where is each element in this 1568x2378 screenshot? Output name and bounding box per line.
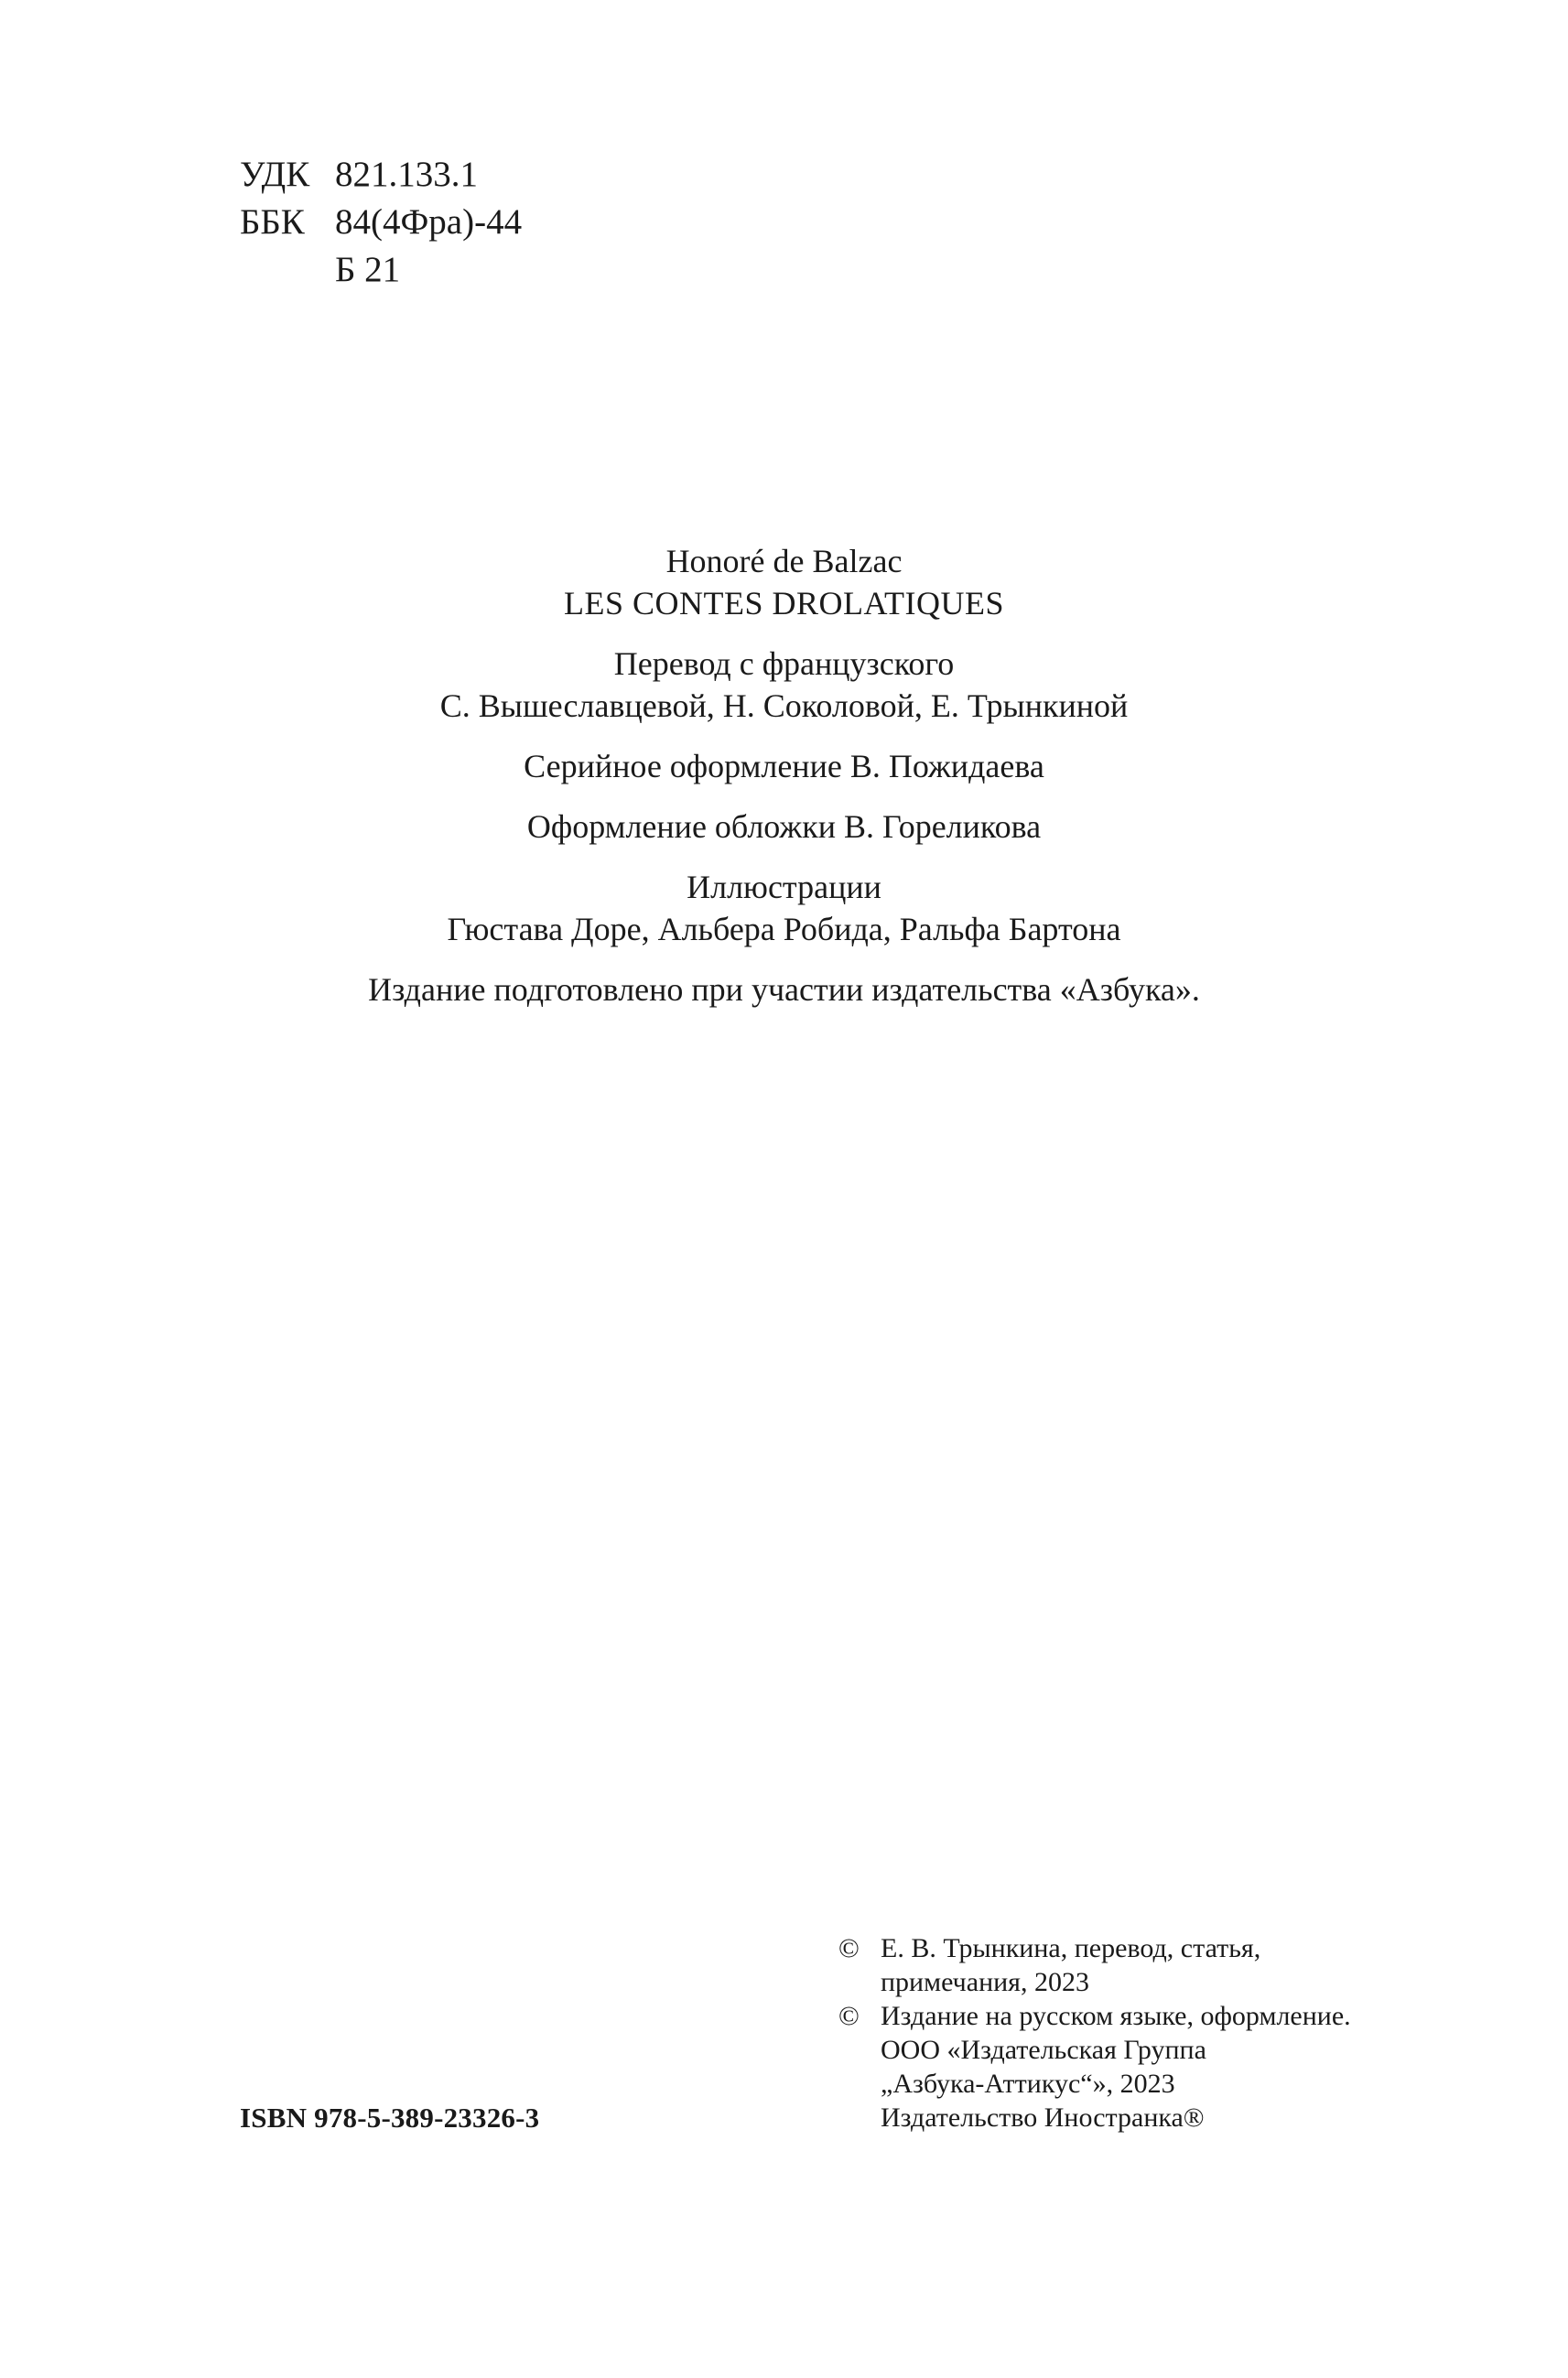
translation-credit: [0, 643, 1568, 727]
copyright-icon: ©: [838, 1933, 860, 1963]
copyright-line: Издательство Иностранка®: [881, 2102, 1205, 2133]
series-design-credit: [0, 745, 1568, 787]
title-block: [0, 540, 1568, 1029]
translation-label: Перевод с французского: [613, 645, 955, 682]
classification-block: [240, 151, 522, 294]
cover-design: Оформление обложки В. Гореликова: [526, 808, 1042, 845]
author-mark-row: [240, 246, 522, 294]
copyright-entry-translation: [838, 1931, 1351, 1999]
copyright-line: „Азбука-Аттикус“», 2023: [881, 2069, 1175, 2099]
copyright-line: ООО «Издательская Группа: [881, 2035, 1206, 2065]
udk-row: [240, 151, 522, 199]
illustrations-label: Иллюстрации: [687, 869, 881, 905]
udk-value: 821.133.1: [335, 155, 478, 194]
original-author: Honoré de Balzac: [665, 543, 903, 579]
bbk-label: ББК: [240, 202, 305, 242]
copyright-entry-edition: [838, 1999, 1351, 2135]
series-design: Серийное оформление В. Пожидаева: [524, 748, 1044, 784]
publisher-note: Издание подготовлено при участии издательства «Азбука».: [368, 971, 1200, 1008]
bbk-row: [240, 199, 522, 246]
isbn: ISBN 978-5-389-23326-3: [240, 2102, 540, 2134]
copyright-line: Издание на русском языке, оформление.: [881, 2001, 1351, 2031]
illustrators: Гюстава Доре, Альбера Робида, Ральфа Бартона: [447, 911, 1121, 947]
cover-design-credit: [0, 805, 1568, 848]
author-mark: Б 21: [335, 250, 401, 289]
publisher-note-group: [0, 968, 1568, 1011]
copyright-line: Е. В. Трынкина, перевод, статья,: [881, 1933, 1261, 1963]
original-title: LES CONTES DROLATIQUES: [563, 585, 1004, 622]
copyright-line: примечания, 2023: [881, 1967, 1089, 1997]
illustrations-credit: [0, 866, 1568, 950]
copyright-icon: ©: [838, 2001, 860, 2031]
original-work: [0, 540, 1568, 624]
copyright-block: [838, 1931, 1351, 2135]
udk-label: УДК: [240, 155, 310, 194]
bbk-value: 84(4Фра)-44: [335, 202, 523, 242]
translators: С. Вышеславцевой, Н. Соколовой, Е. Трынкиной: [439, 687, 1129, 724]
